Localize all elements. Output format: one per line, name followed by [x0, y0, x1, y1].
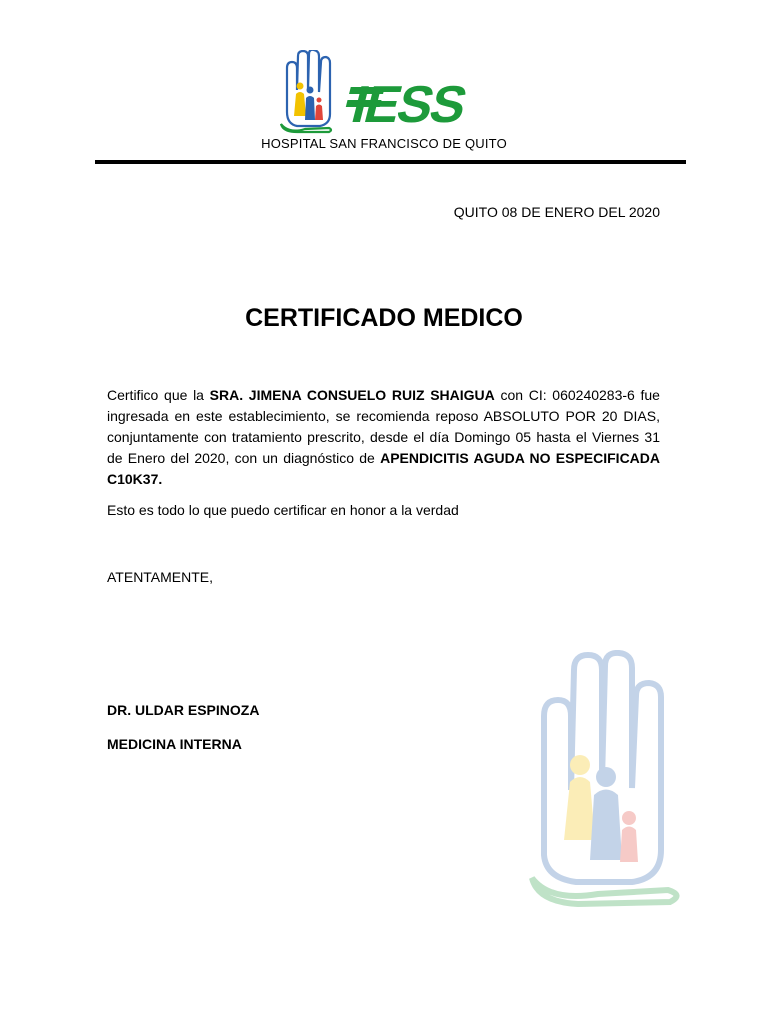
patient-name: SRA. JIMENA CONSUELO RUIZ SHAIGUA: [209, 387, 495, 403]
body-details: con CI: 060240283-6 fue ingresada en este establecimiento, se recomienda reposo ABSOLUTO POR 20 DIAS, conjuntamente con tratamiento prescrito, desde el día Domingo 05 hasta el Viernes 31 de Enero del 2020, con un diagnóstico de: [107, 387, 660, 466]
header-divider: [95, 160, 686, 164]
diagnosis: APENDICITIS AGUDA NO ESPECIFICADA C10K37.: [107, 450, 661, 487]
iess-hand-logo-icon: [281, 50, 331, 132]
valediction: ATENTAMENTE,: [107, 569, 214, 585]
body-intro: Certifico que la: [107, 387, 210, 403]
iess-wordmark: [339, 76, 472, 134]
doctor-specialty: MEDICINA INTERNA: [107, 736, 242, 752]
hospital-name: HOSPITAL SAN FRANCISCO DE QUITO: [261, 136, 507, 151]
iess-logo: [275, 50, 495, 134]
document-title: CERTIFICADO MEDICO: [245, 304, 523, 332]
certificate-body: [107, 385, 660, 490]
date-line: QUITO 08 DE ENERO DEL 2020: [453, 204, 660, 220]
iess-logo-text: IESS: [346, 75, 472, 134]
iess-hand-watermark-icon: [528, 650, 686, 908]
doctor-name: DR. ULDAR ESPINOZA: [107, 702, 260, 718]
closing-statement: Esto es todo lo que puedo certificar en honor a la verdad: [107, 502, 459, 518]
